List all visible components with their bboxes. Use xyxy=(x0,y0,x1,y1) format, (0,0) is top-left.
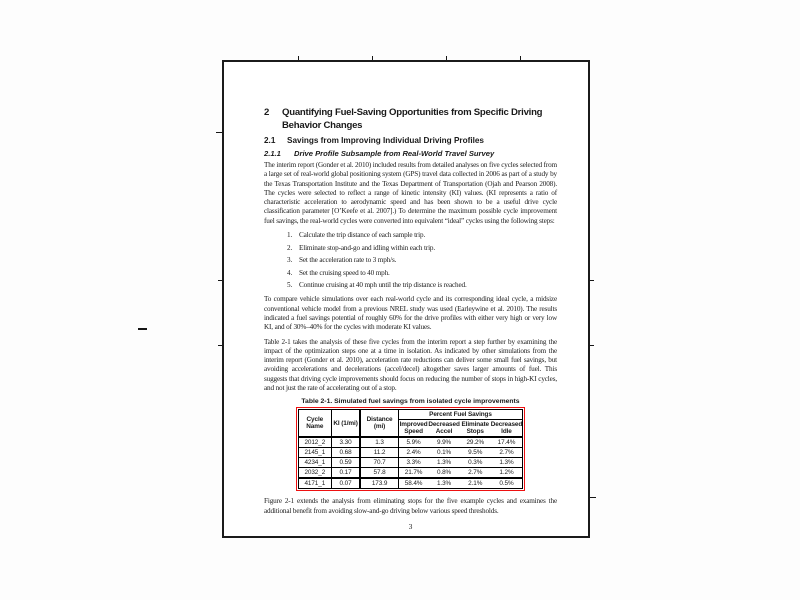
table-row xyxy=(298,437,522,448)
table-cell: 57.8 xyxy=(360,468,398,479)
table-cell: 2032_2 xyxy=(298,468,331,479)
table-cell: 0.68 xyxy=(331,448,360,458)
table-cell: 1.3% xyxy=(436,480,452,488)
table-cell: 17.4% xyxy=(497,439,516,447)
step-text: Eliminate stop-and-go and idling within each trip. xyxy=(299,243,436,252)
col-header-decreased-accel: Decreased Accel xyxy=(428,421,460,436)
table-cell: 1.3 xyxy=(360,437,398,448)
table-cell: 0.59 xyxy=(331,458,360,468)
step-item xyxy=(264,244,557,253)
table-cell: 2012_2 xyxy=(298,437,331,448)
page-number: 3 xyxy=(408,521,413,531)
table-cell: 1.2% xyxy=(499,469,514,477)
table-cell: 0.17 xyxy=(331,468,360,479)
col-header-distance: Distance (mi) xyxy=(360,410,398,438)
table-cell: 4234_1 xyxy=(298,458,331,468)
savings-table-body xyxy=(298,437,522,489)
step-number: 2. xyxy=(287,243,293,252)
table-cell: 1.3% xyxy=(499,459,514,467)
table-cell: 3.3% xyxy=(406,459,421,467)
step-item xyxy=(264,281,557,290)
table-row xyxy=(298,458,522,468)
table-cell: 58.4% xyxy=(404,480,423,488)
table-cell: 9.5% xyxy=(468,449,483,457)
step-text: Calculate the trip distance of each sample trip. xyxy=(299,231,426,240)
table-cell: 2145_1 xyxy=(298,448,331,458)
table-row xyxy=(298,478,522,489)
table-cell: 0.1% xyxy=(436,449,452,457)
table-caption: Table 2-1. Simulated fuel savings from isolated cycle improvements xyxy=(301,398,520,406)
table-cell: 3.30 xyxy=(331,437,360,448)
chapter-title: Quantifying Fuel-Saving Opportunities from Specific Driving Behavior Changes xyxy=(282,107,543,131)
paragraph-simulation: To compare vehicle simulations over each real-world cycle and its corresponding ideal cycle, a midsize conventional vehicle model from a previous NREL study was used (Earleywine et al. 2010). The results indicated a fuel savings potential of roughly 60% for the drive profiles with either very high or very low KI, and of 30%–40% for the cycles with moderate KI values. xyxy=(264,295,557,332)
paragraph-figure-reference: Figure 2-1 extends the analysis from eliminating stops for the five example cycles and examines the additional benefit from avoiding slow-and-go driving below various speed thresholds. xyxy=(264,497,557,515)
chapter-number: 2 xyxy=(264,107,270,118)
table-cell: 5.9% xyxy=(406,439,421,447)
table-cell: 11.2 xyxy=(360,448,398,458)
table-annotation-box xyxy=(296,407,525,491)
step-text: Continue cruising at 40 mph until the trip distance is reached. xyxy=(299,281,467,290)
paragraph-table-discussion: Table 2-1 takes the analysis of these five cycles from the interim report a step further by examining the impact of the optimization steps one at a time in isolation. As indicated by other simulations from the interim report (Gonder et al. 2010), acceleration rate reductions can deliver some small fuel savings, but avoiding accelerations and decelerations (accel/decel) altogether saves larger amounts of fuel. This suggests that driving cycle improvements should focus on reducing the number of stops in high-KI cycles, and not just the rate of accelerating out of a stop. xyxy=(264,337,557,392)
chapter-heading xyxy=(264,106,557,132)
col-header-cycle-name: Cycle Name xyxy=(298,410,331,438)
table-cell: 2.7% xyxy=(468,469,483,477)
col-header-eliminate-stops: Eliminate Stops xyxy=(461,421,489,436)
step-text: Set the cruising speed to 40 mph. xyxy=(299,268,390,277)
col-header-improved-speed: Improved Speed xyxy=(399,421,428,436)
table-cell: 2.1% xyxy=(468,480,483,488)
table-cell: 0.07 xyxy=(331,478,360,489)
ideal-cycle-steps xyxy=(264,231,557,290)
subsection-heading xyxy=(264,149,557,158)
table-cell: 4171_1 xyxy=(298,478,331,489)
paragraph-intro: The interim report (Gonder et al. 2010) included results from detailed analyses on five cycles selected from a large set of real-world global positioning system (GPS) travel data collected in 2006 as part of a study by the Texas Transportation Institute and the Texas Department of Transportation (Ojah and Pearson 2008). The cycles were selected to reflect a range of kinetic intensity (KI) values. (KI represents a ratio of characteristic acceleration to aerodynamic speed and has been shown to be a useful drive cycle classification parameter [O’Keefe et al. 2007].) To determine the maximum possible cycle improvement fuel savings, the real-world cycles were converted into equivalent “ideal” cycles using the following steps: xyxy=(264,161,557,225)
col-group-percent-fuel-savings: Percent Fuel Savings xyxy=(398,410,522,420)
section-heading xyxy=(264,136,557,146)
col-header-decreased-idle: Decreased Idle xyxy=(490,421,523,436)
table-cell: 2.7% xyxy=(499,449,514,457)
step-item xyxy=(264,269,557,278)
section-title: Savings from Improving Individual Driving Profiles xyxy=(287,136,484,145)
frame-tick xyxy=(138,328,147,330)
step-number: 4. xyxy=(287,268,293,277)
table-cell: 0.5% xyxy=(499,480,514,488)
table-row xyxy=(298,468,522,479)
section-number: 2.1 xyxy=(264,136,276,145)
table-cell: 173.9 xyxy=(360,478,398,489)
step-text: Set the acceleration rate to 3 mph/s. xyxy=(299,256,397,265)
fuel-savings-table xyxy=(298,409,523,489)
table-row xyxy=(298,448,522,458)
table-header xyxy=(298,410,522,438)
subsection-title: Drive Profile Subsample from Real-World Travel Survey xyxy=(294,149,495,158)
step-item xyxy=(264,256,557,265)
table-cell: 29.2% xyxy=(466,439,485,447)
step-number: 3. xyxy=(287,256,293,265)
step-number: 1. xyxy=(287,231,293,240)
table-cell: 70.7 xyxy=(360,458,398,468)
table-cell: 0.8% xyxy=(436,469,452,477)
document-page xyxy=(222,60,590,538)
col-header-ki: KI (1/mi) xyxy=(331,410,360,438)
table-cell: 2.4% xyxy=(406,449,421,457)
step-number: 5. xyxy=(287,281,293,290)
step-item xyxy=(264,231,557,240)
table-cell: 9.9% xyxy=(436,439,452,447)
table-cell: 21.7% xyxy=(404,469,423,477)
table-cell: 0.3% xyxy=(468,459,483,467)
table-cell: 1.3% xyxy=(436,459,452,467)
subsection-number: 2.1.1 xyxy=(264,149,281,158)
